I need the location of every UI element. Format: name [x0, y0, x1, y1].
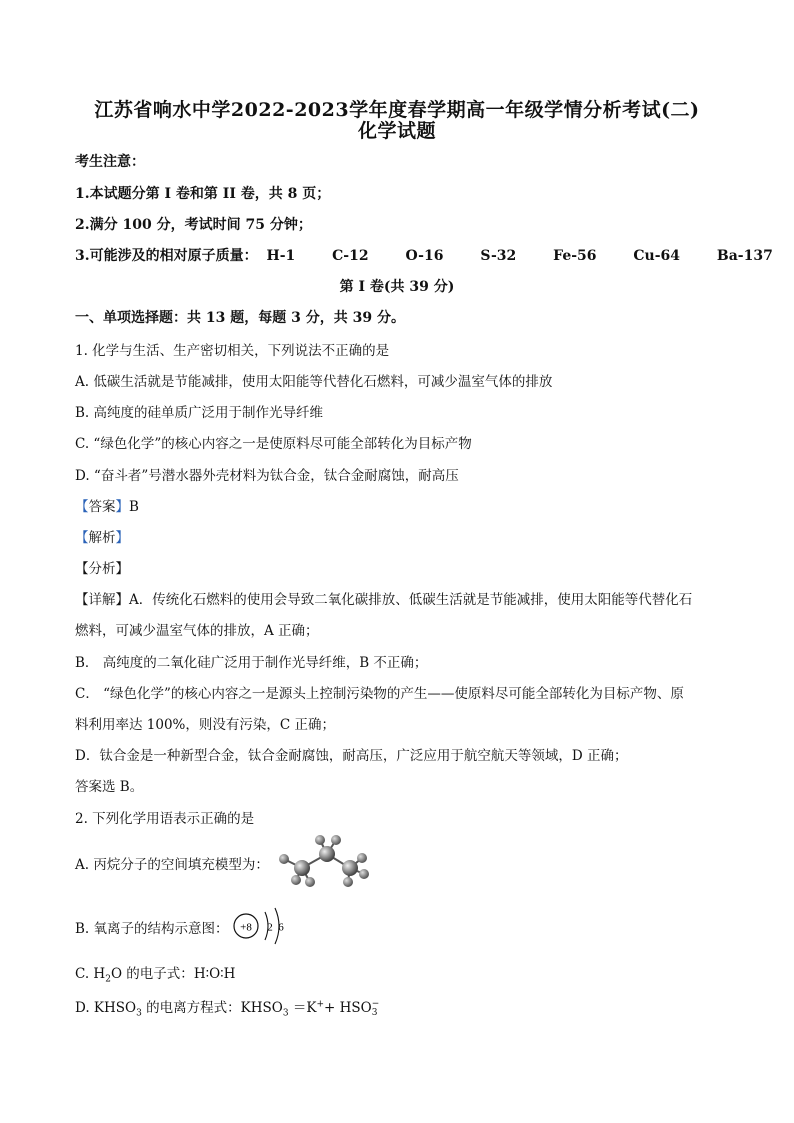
ion-shell-2-electrons: 6: [278, 921, 284, 934]
atomic-mass-cu: Cu-64: [633, 248, 681, 264]
ion-shell-1-electrons: 2: [267, 921, 273, 934]
atomic-mass-label: 3.可能涉及的相对原子质量：: [75, 248, 258, 264]
q2-option-b: B. 氧离子的结构示意图：: [75, 921, 229, 937]
q1-detail-line-1: 【详解】A．传统化石燃料的使用会导致二氧化碳排放、低碳生活就是节能减排，使用太阳能等代替化石: [75, 592, 693, 608]
q1-fenxi-tag: 【分析】: [75, 561, 129, 577]
atomic-mass-fe: Fe-56: [553, 248, 597, 264]
notice-item-3: [75, 245, 773, 265]
q2-option-d: D. $KHSO_3$ 的电离方程式：$KHSO_3 =K^++$ HSO − 3: [75, 998, 380, 1019]
q1-option-a: A. 低碳生活就是节能减排，使用太阳能等代替化石燃料，可减少温室气体的排放: [75, 374, 553, 390]
answer-value: B: [129, 499, 139, 515]
atomic-mass-s: S-32: [480, 248, 517, 264]
ion-nucleus-charge: +8: [240, 921, 252, 934]
analysis-label: 解析: [88, 530, 116, 546]
notice-heading: 考生注意：: [75, 154, 145, 170]
atomic-mass-ba: Ba-137: [716, 248, 773, 264]
q1-option-d: D. “奋斗者”号潜水器外壳材料为钛合金，钛合金耐腐蚀，耐高压: [75, 468, 459, 484]
oxygen-ion-structure-diagram: [232, 906, 292, 946]
q1-analysis-tag: 【解析】: [75, 530, 129, 546]
q1-answer: 【答案】B: [75, 499, 139, 515]
q1-detail-line-7: 答案选 B。: [75, 779, 144, 795]
answer-label: 答案: [88, 499, 116, 515]
q1-detail-line-4: C． “绿色化学”的核心内容之一是源头上控制污染物的产生——使原料尽可能全部转化为目标产物、原: [75, 686, 684, 702]
q1-detail-line-2: 燃料，可减少温室气体的排放，A 正确；: [75, 623, 319, 639]
part1-heading: 第 I 卷(共 39 分): [339, 279, 455, 295]
atomic-mass-c: C-12: [332, 248, 369, 264]
q1-option-b: B. 高纯度的硅单质广泛用于制作光导纤维: [75, 405, 324, 421]
notice-item-1: 1.本试题分第 I 卷和第 II 卷，共 8 页；: [75, 186, 331, 202]
notice-item-2: 2.满分 100 分，考试时间 75 分钟；: [75, 217, 312, 233]
q2-stem: 2. 下列化学用语表示正确的是: [75, 811, 255, 827]
q2-option-a: A. 丙烷分子的空间填充模型为：: [75, 857, 269, 873]
q1-detail-line-5: 料利用率达 100%，则没有污染，C 正确；: [75, 717, 336, 733]
exam-subtitle: 化学试题: [357, 120, 436, 142]
q1-option-c: C. “绿色化学”的核心内容之一是使原料尽可能全部转化为目标产物: [75, 436, 472, 452]
q1-detail-line-6: D．钛合金是一种新型合金，钛合金耐腐蚀，耐高压，广泛应用于航空航天等领域，D 正确；: [75, 748, 628, 764]
water-electron-formula: H∶O∶H: [193, 966, 236, 982]
fenxi-label: 分析: [88, 561, 116, 577]
detail-label: 详解: [88, 592, 116, 608]
atomic-mass-o: O-16: [405, 248, 444, 264]
section1-heading: 一、单项选择题：共 13 题，每题 3 分，共 39 分。: [75, 310, 405, 326]
q1-stem: 1. 化学与生活、生产密切相关，下列说法不正确的是: [75, 343, 390, 359]
exam-title: 江苏省响水中学2022-2023学年度春学期高一年级学情分析考试(二): [94, 99, 700, 121]
atomic-mass-h: H-1: [266, 248, 296, 264]
q1-detail-line-3: B． 高纯度的二氧化硅广泛用于制作光导纤维，B 不正确；: [75, 655, 428, 671]
q2-option-c: C. $H_2O$ 的电子式：H∶O∶H: [75, 966, 236, 985]
propane-space-filling-model: [272, 834, 372, 890]
